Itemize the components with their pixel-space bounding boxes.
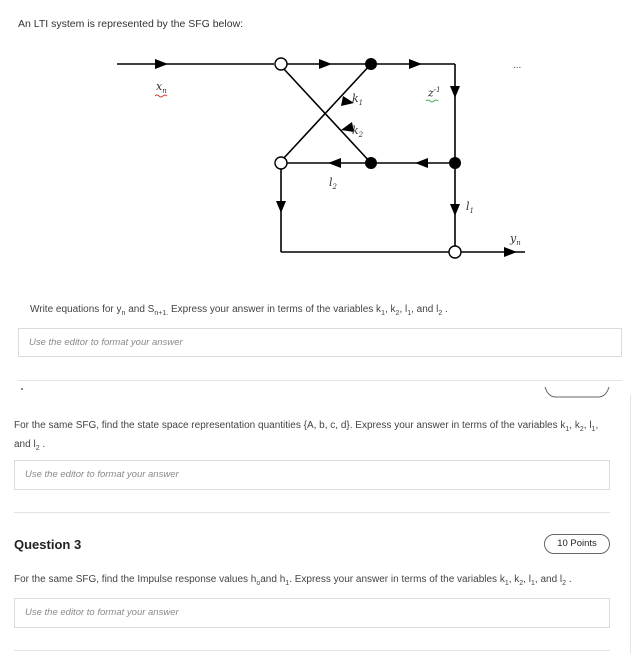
arrowhead	[415, 158, 428, 168]
spellcheck-underline	[155, 95, 167, 97]
divider	[18, 380, 622, 381]
label-z-inverse: $z^{-1}$	[428, 86, 441, 100]
answer-editor-1[interactable]: Use the editor to format your answer	[18, 328, 622, 357]
arrowhead	[450, 86, 460, 98]
k1-branch	[283, 64, 371, 159]
node-filled	[365, 58, 377, 70]
question-2-text: For the same SFG, find the state space representation quantities {A, b, c, d}. Express your answer in terms of the variables $k_1$, $k_2$, $l_1$, and $l_2$ .	[14, 420, 599, 452]
panel-edge	[630, 395, 631, 654]
arrowhead	[504, 247, 517, 257]
answer-editor-3[interactable]: Use the editor to format your answer	[14, 598, 610, 628]
question-1-text: Write equations for $y_n$ and $S_{n+1.}$ Express your answer in terms of the variables $k_1$, $k_2$, $l_1$, and $l_2$ .	[30, 304, 448, 317]
node-filled	[449, 157, 461, 169]
sfg-diagram	[0, 0, 634, 300]
label-k2: $k_2$	[352, 124, 364, 140]
bullet-mark	[21, 388, 23, 390]
arrowhead	[155, 59, 168, 69]
node-open	[275, 157, 287, 169]
label-yn: $y_n$	[510, 232, 521, 248]
divider	[14, 650, 610, 651]
question-3-text: For the same SFG, find the Impulse response values $h_oand$ $h_1$. Express your answer in terms of the variables $k_1$, $k_2$, $l_1$, and $l_2$ .	[14, 574, 572, 587]
k2-branch	[283, 68, 371, 163]
label-l1: $l_1$	[466, 200, 474, 216]
divider	[14, 512, 610, 513]
points-badge: 10 Points	[544, 534, 610, 554]
arrowhead	[319, 59, 332, 69]
node-open	[449, 246, 461, 258]
answer-editor-2[interactable]: Use the editor to format your answer	[14, 460, 610, 490]
label-k1: $k_1$	[352, 92, 364, 108]
spellcheck-underline	[426, 100, 438, 102]
node-filled	[365, 157, 377, 169]
node-open	[275, 58, 287, 70]
arrowhead	[409, 59, 422, 69]
arrowhead	[450, 204, 460, 216]
label-xn: $x_n$	[156, 80, 167, 96]
collapsed-points-badge	[544, 386, 610, 398]
intro-text: An LTI system is represented by the SFG below:	[18, 18, 244, 30]
question-3-title: Question 3	[14, 537, 82, 552]
arrowhead	[328, 158, 341, 168]
ellipsis-menu-icon[interactable]: ...	[513, 60, 522, 71]
label-l2: $l_2$	[329, 176, 337, 192]
arrowhead	[276, 201, 286, 213]
